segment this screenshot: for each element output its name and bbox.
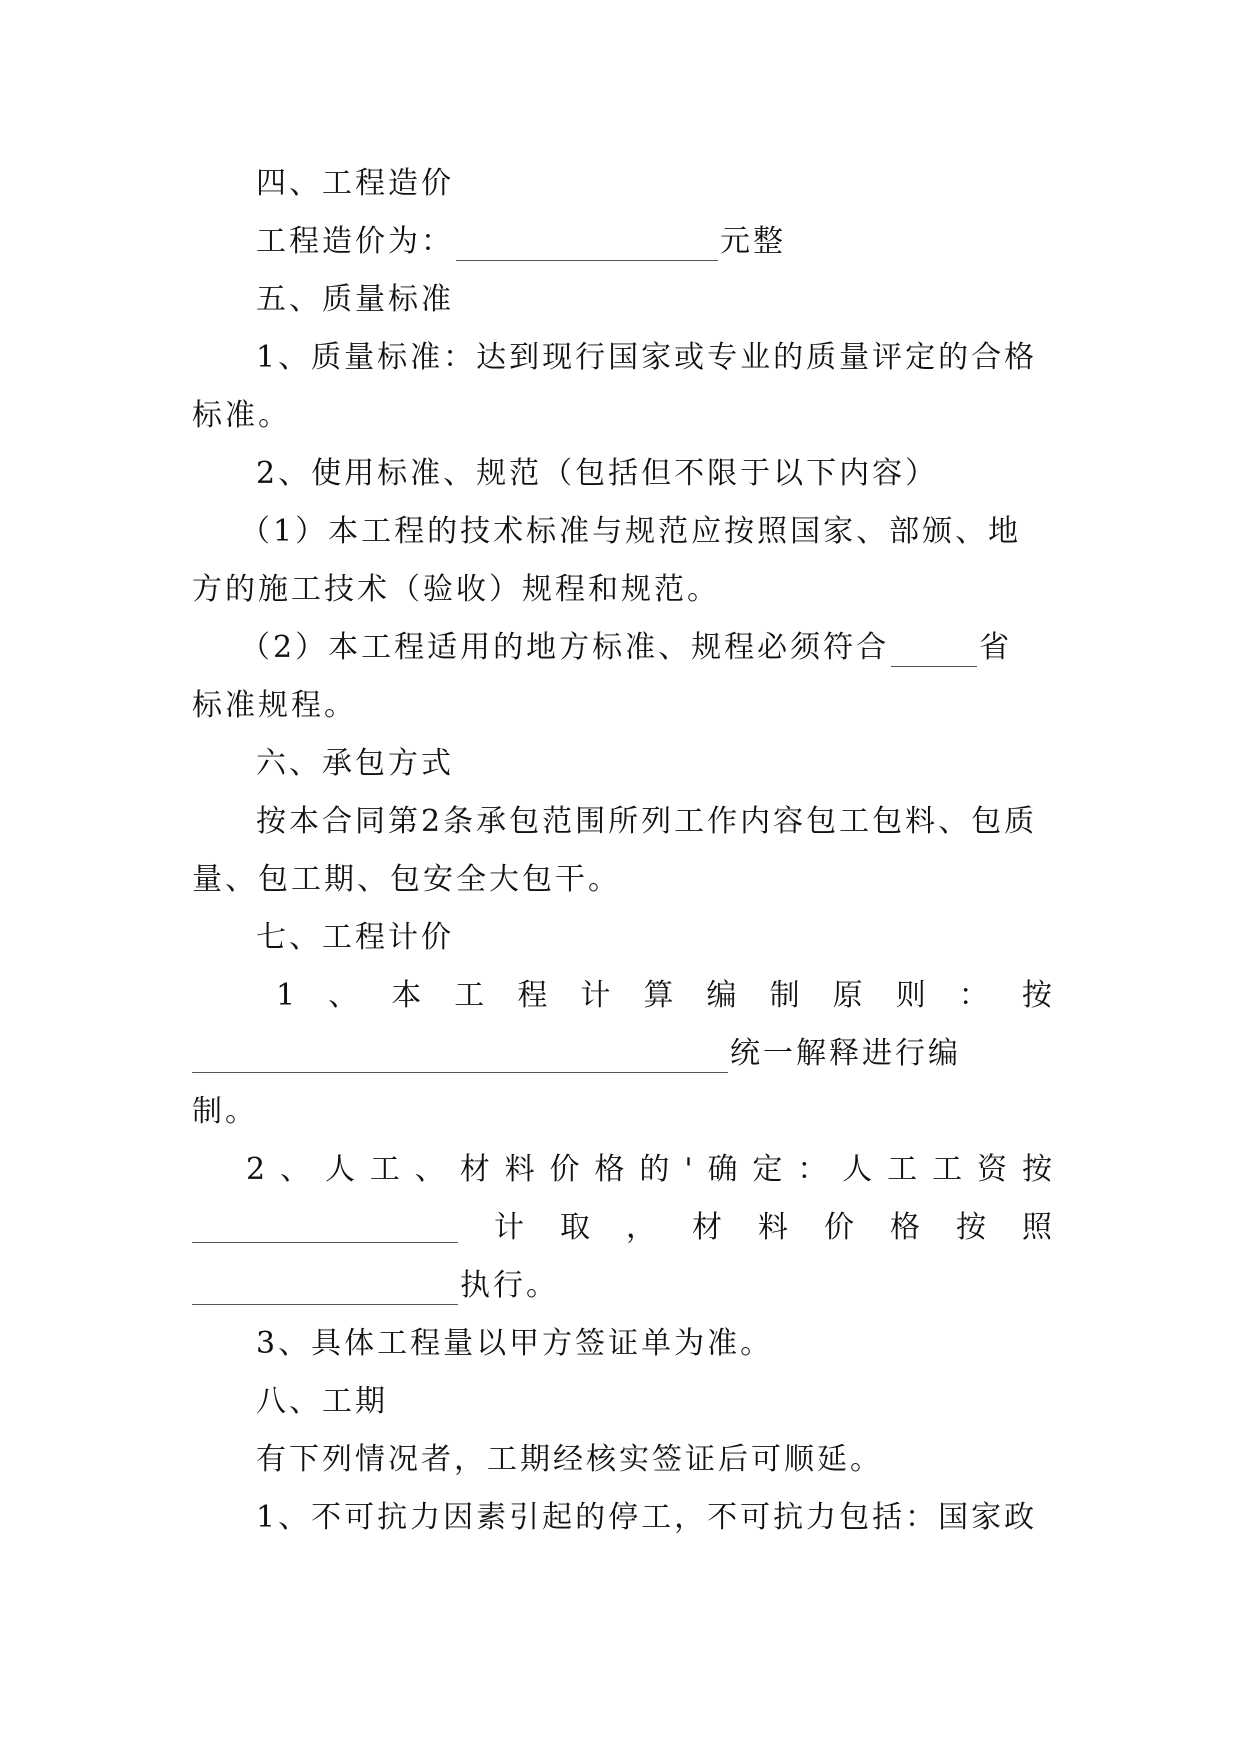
char: 程: [517, 978, 548, 1013]
char: 制: [769, 978, 800, 1013]
char: 人: [324, 1152, 355, 1187]
char: 材: [692, 1210, 722, 1245]
quality-sub-1-cont: 方的施工技术（验收）规程和规范。: [192, 572, 720, 607]
contract-method-text: 按本合同第2条承包范围所列工作内容包工包料、包质: [256, 804, 1038, 839]
char: 编: [706, 978, 737, 1013]
char: 定: [752, 1152, 783, 1187]
char: 工: [887, 1152, 918, 1187]
char: 格: [594, 1152, 625, 1187]
pricing-item-2-end: [192, 1257, 1052, 1315]
char: 2: [246, 1152, 266, 1187]
char: 的: [639, 1152, 670, 1187]
wage-blank: [192, 1204, 458, 1243]
char: 料: [758, 1210, 788, 1245]
pricing-item-1-cont-text: 统一解释进行编: [730, 1036, 961, 1071]
char: ：: [958, 978, 989, 1013]
province-blank: [891, 628, 977, 667]
pricing-item-2-cont: [192, 1199, 1052, 1257]
char: 、: [328, 978, 359, 1013]
char: 确: [707, 1152, 738, 1187]
char: 价: [549, 1152, 580, 1187]
section-heading-cost: 四、工程造价: [256, 166, 454, 201]
quality-sub-1: （1）本工程的技术标准与规范应按照国家、部颁、地: [240, 514, 1022, 549]
quality-sub-2-text: （2）本工程适用的地方标准、规程必须符合: [240, 630, 890, 665]
pricing-item-1: [192, 967, 1052, 1025]
schedule-text: 有下列情况者，工期经核实签证后可顺延。: [256, 1442, 883, 1477]
contract-method-cont: 量、包工期、包安全大包干。: [192, 862, 621, 897]
char: ：: [797, 1152, 828, 1187]
char: 照: [1022, 1210, 1052, 1245]
char: 工: [369, 1152, 400, 1187]
section-heading-quality: 五、质量标准: [256, 282, 454, 317]
section-heading-pricing: 七、工程计价: [256, 920, 454, 955]
schedule-item-1: 1、不可抗力因素引起的停工，不可抗力包括：国家政: [256, 1500, 1038, 1535]
quality-item-2: 2、使用标准、规范（包括但不限于以下内容）: [256, 456, 939, 491]
char: 取: [560, 1210, 590, 1245]
char: 则: [895, 978, 926, 1013]
char: 料: [504, 1152, 535, 1187]
char: 、: [280, 1152, 311, 1187]
char: 计: [494, 1210, 524, 1245]
pricing-item-3: 3、具体工程量以甲方签证单为准。: [256, 1326, 774, 1361]
char: 按: [1021, 978, 1052, 1013]
char: 按: [1021, 1152, 1052, 1187]
pricing-item-2-end-text: 执行。: [460, 1268, 559, 1303]
material-blank: [192, 1266, 458, 1305]
pricing-basis-blank: [192, 1034, 728, 1073]
char: 、: [414, 1152, 445, 1187]
quality-sub-2: [192, 619, 1052, 677]
cost-blank: [456, 222, 718, 261]
quality-sub-2-cont: 标准规程。: [192, 688, 357, 723]
char: ': [684, 1152, 693, 1187]
quality-item-1-cont: 标准。: [192, 398, 291, 433]
pricing-item-1-end: 制。: [192, 1094, 258, 1129]
char: ，: [626, 1210, 656, 1245]
char: 工: [454, 978, 485, 1013]
char: 本: [391, 978, 422, 1013]
char: 算: [643, 978, 674, 1013]
char: 工: [932, 1152, 963, 1187]
pricing-item-1-cont: [192, 1025, 1052, 1083]
char: 资: [977, 1152, 1008, 1187]
char: 计: [580, 978, 611, 1013]
char: 价: [824, 1210, 854, 1245]
document-body: [192, 155, 1052, 1547]
section-heading-schedule: 八、工期: [256, 1384, 388, 1419]
cost-label: 工程造价为：: [256, 224, 454, 259]
quality-item-1: 1、质量标准：达到现行国家或专业的质量评定的合格: [256, 340, 1038, 375]
char: 1: [276, 978, 296, 1013]
char: 格: [890, 1210, 920, 1245]
quality-sub-2-province: 省: [979, 630, 1013, 665]
cost-line: [192, 213, 1052, 271]
section-heading-contract-method: 六、承包方式: [256, 746, 454, 781]
char: 人: [842, 1152, 873, 1187]
cost-unit: 元整: [720, 224, 786, 259]
char: 按: [956, 1210, 986, 1245]
pricing-item-2: [192, 1141, 1052, 1199]
char: 原: [832, 978, 863, 1013]
char: 材: [459, 1152, 490, 1187]
